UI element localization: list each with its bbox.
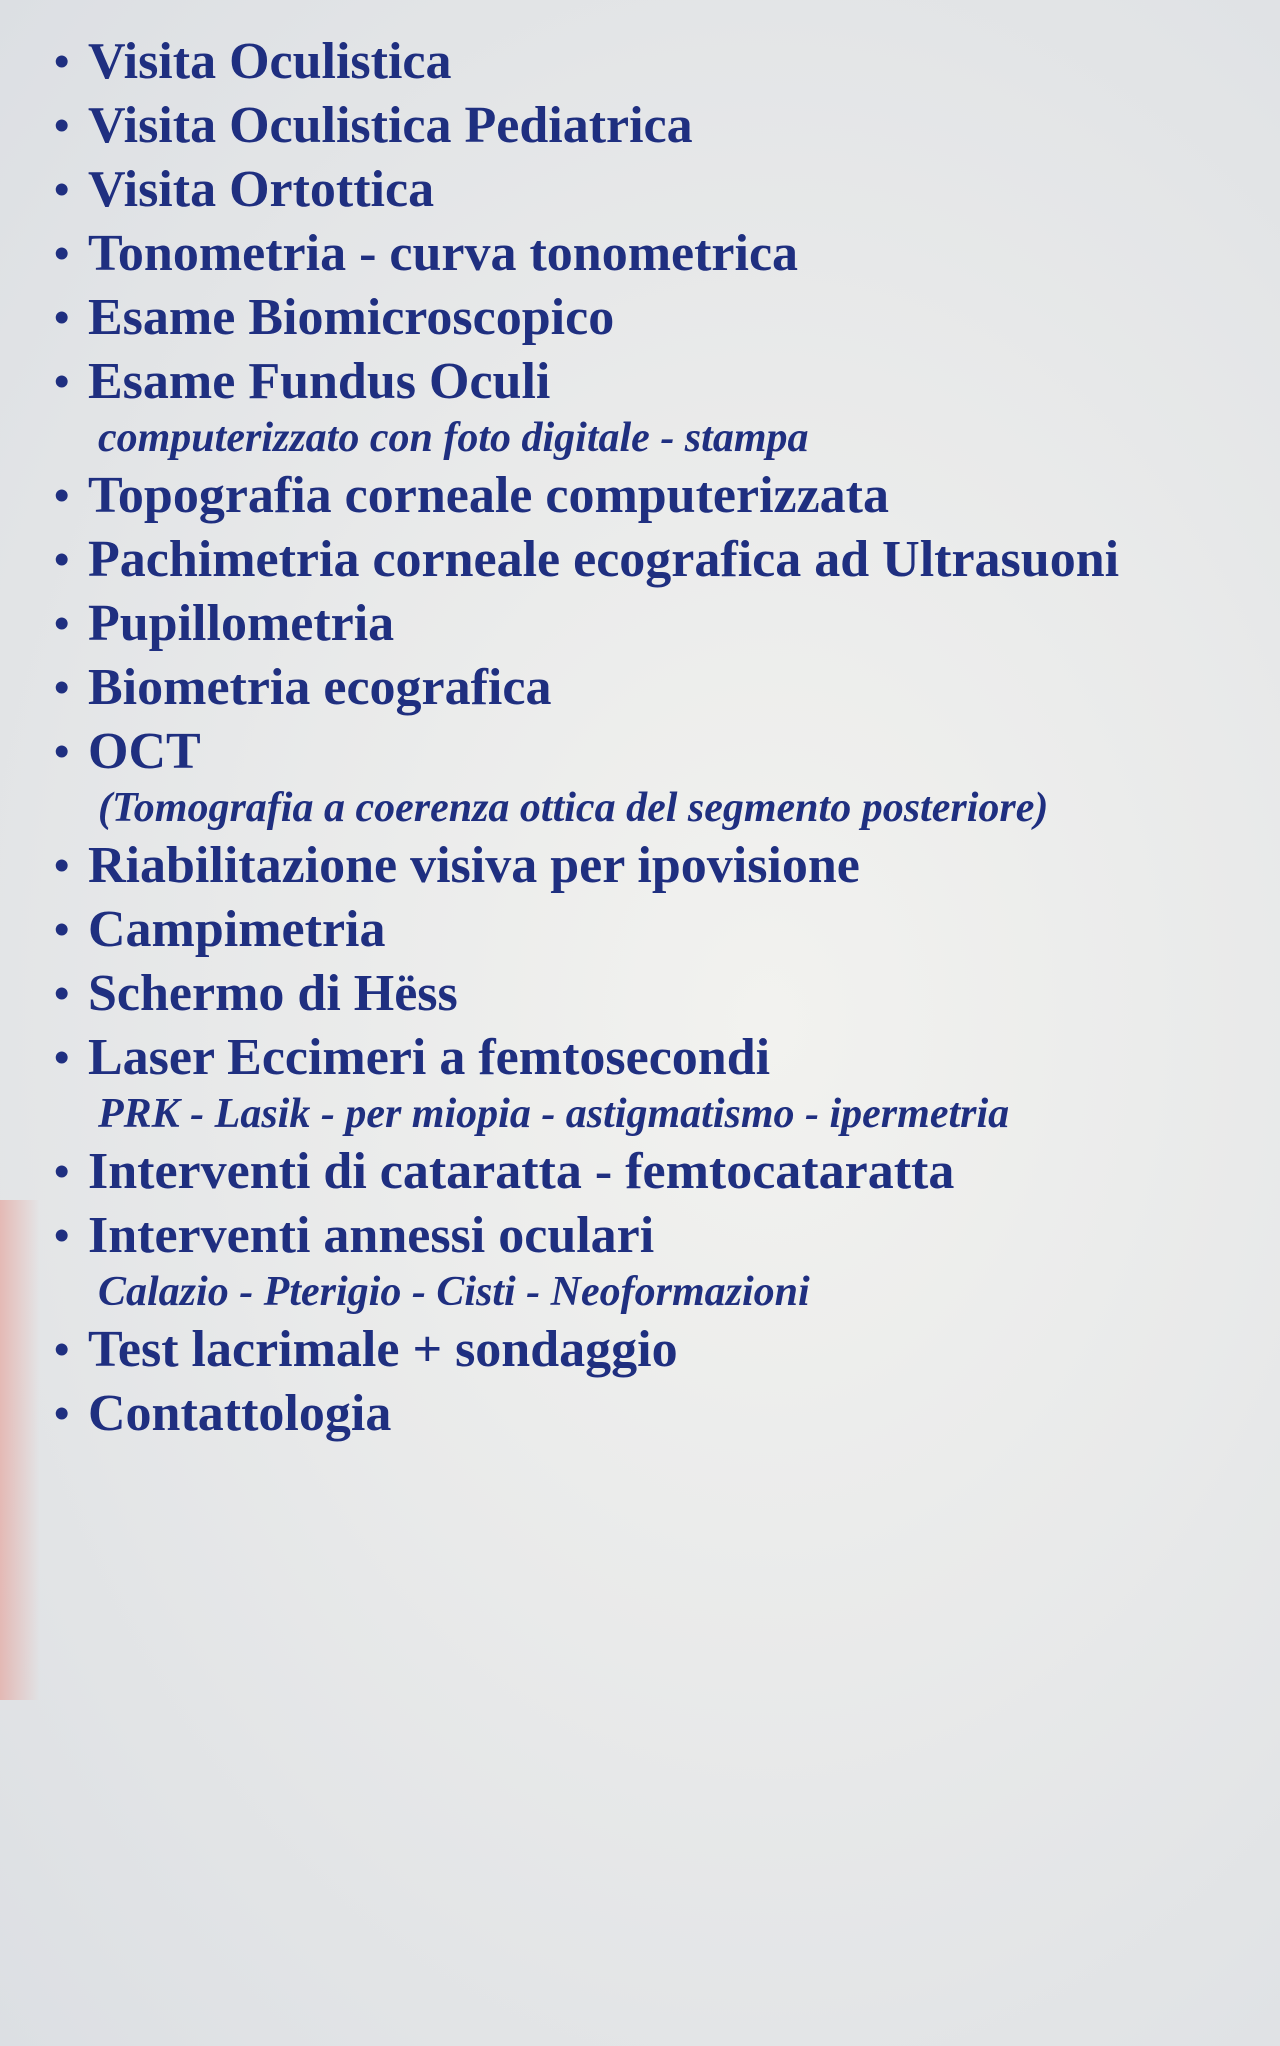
service-title: Campimetria [88,901,386,958]
bullet: • [54,165,70,214]
service-title: Test lacrimale + sondaggio [88,1321,678,1378]
service-title: OCT [88,723,201,780]
list-item [54,286,1274,350]
bullet: • [54,663,70,712]
list-item [54,30,1274,94]
service-title: Pupillometria [88,595,395,652]
list-item [54,350,1274,464]
bullet: • [54,727,70,776]
bullet: • [54,599,70,648]
service-title: Pachimetria corneale ecografica ad Ultrasuoni [88,531,1120,588]
list-item [54,834,1274,898]
list-item [54,222,1274,286]
service-title: Biometria ecografica [88,659,552,716]
services-list [54,30,1274,1446]
edge-reflection [0,1200,40,1700]
service-title: Esame Fundus Oculi [88,353,551,410]
list-item [54,592,1274,656]
bullet: • [54,357,70,406]
bullet: • [54,101,70,150]
service-subtitle: computerizzato con foto digitale - stampa [98,415,809,461]
service-title: Visita Ortottica [88,161,435,218]
list-item [54,94,1274,158]
list-item [54,1318,1274,1382]
bullet: • [54,1211,70,1260]
bullet: • [54,905,70,954]
service-title: Topografia corneale computerizzata [88,467,889,524]
service-title: Riabilitazione visiva per ipovisione [88,837,860,894]
service-title: Esame Biomicroscopico [88,289,615,346]
bullet: • [54,37,70,86]
list-item [54,656,1274,720]
service-title: Visita Oculistica Pediatrica [88,97,693,154]
service-title: Schermo di Hëss [88,965,458,1022]
service-title: Interventi annessi oculari [88,1207,655,1264]
bullet: • [54,471,70,520]
list-item [54,528,1274,592]
bullet: • [54,293,70,342]
list-item [54,1204,1274,1318]
service-title: Visita Oculistica [88,33,452,90]
bullet: • [54,1033,70,1082]
list-item [54,158,1274,222]
bullet: • [54,841,70,890]
list-item [54,1382,1274,1446]
list-item [54,720,1274,834]
service-title: Contattologia [88,1385,392,1442]
service-subtitle: (Tomografia a coerenza ottica del segmento posteriore) [98,785,1049,831]
bullet: • [54,1325,70,1374]
service-subtitle: PRK - Lasik - per miopia - astigmatismo - ipermetria [98,1091,1010,1137]
bullet: • [54,535,70,584]
bullet: • [54,1147,70,1196]
list-item [54,1026,1274,1140]
list-item [54,898,1274,962]
bullet: • [54,1389,70,1438]
service-title: Tonometria - curva tonometrica [88,225,799,282]
list-item [54,962,1274,1026]
service-title: Interventi di cataratta - femtocataratta [88,1143,955,1200]
bullet: • [54,229,70,278]
service-subtitle: Calazio - Pterigio - Cisti - Neoformazioni [98,1269,810,1315]
bullet: • [54,969,70,1018]
list-item [54,464,1274,528]
list-item [54,1140,1274,1204]
service-title: Laser Eccimeri a femtosecondi [88,1029,771,1086]
